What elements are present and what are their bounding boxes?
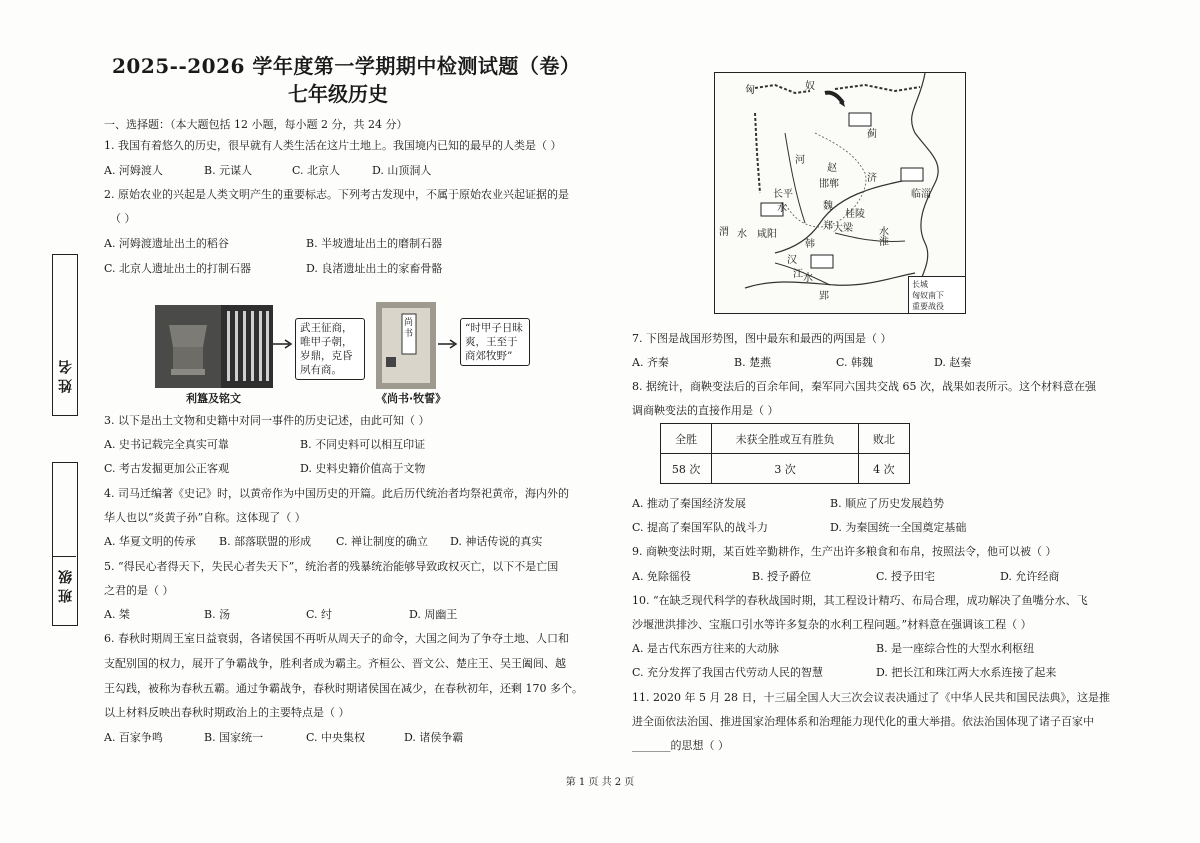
q9-option-d[interactable]: D. 允许经商 bbox=[1000, 570, 1060, 583]
map-label-zhao: 赵 bbox=[827, 163, 837, 174]
q1-stem: 1. 我国有着悠久的历史，很早就有人类生活在这片土地上。我国境内已知的最早的人类是（ ） bbox=[104, 139, 562, 152]
book-title: 尚书 bbox=[404, 318, 414, 339]
q4-option-d[interactable]: D. 神话传说的真实 bbox=[450, 535, 543, 548]
q10-option-d[interactable]: D. 把长江和珠江两大水系连接了起来 bbox=[876, 666, 1057, 679]
shangshu-caption: 《尚书·牧誓》 bbox=[376, 392, 447, 405]
ligui-inscription: 武王征商，唯甲子朝，岁鼎，克昏夙有商。 bbox=[295, 318, 365, 380]
q7-option-d[interactable]: D. 赵秦 bbox=[934, 356, 972, 369]
q8-stem-2: 调商鞅变法的直接作用是（ ） bbox=[632, 404, 779, 417]
map-legend bbox=[908, 276, 965, 313]
q5-stem-2: 之君的是（ ） bbox=[104, 584, 174, 597]
q5-option-d[interactable]: D. 周幽王 bbox=[409, 608, 458, 621]
q4-option-b[interactable]: B. 部落联盟的形成 bbox=[219, 535, 312, 548]
section-heading: 一、选择题：（本大题包括 12 小题，每小题 2 分，共 24 分） bbox=[104, 118, 408, 131]
map-label-shui-4: 水 bbox=[803, 273, 813, 284]
map-label-changping: 长平 bbox=[773, 189, 793, 200]
legend-xiongnu: 匈奴南下 bbox=[912, 291, 944, 300]
ligui-caption: 利簋及铭文 bbox=[186, 392, 241, 405]
map-label-handan: 邯郸 bbox=[819, 179, 839, 190]
map-label-jiang: 江 bbox=[793, 269, 803, 280]
map-label-nu: 奴 bbox=[805, 81, 815, 92]
map-label-he: 河 bbox=[795, 155, 805, 166]
q3-option-b[interactable]: B. 不同史料可以相互印证 bbox=[300, 438, 426, 451]
map-label-guiling: 桂陵 bbox=[845, 209, 865, 220]
q10-stem-2: 沙堰泄洪排沙、宝瓶口引水等许多复杂的水利工程问题。”材料意在强调该工程（ ） bbox=[632, 618, 1032, 631]
q2-option-d[interactable]: D. 良渚遗址出土的家畜骨骼 bbox=[306, 262, 443, 275]
table-header: 败北 bbox=[858, 424, 909, 454]
page-footer: 第 1 页 共 2 页 bbox=[565, 777, 635, 788]
q10-option-c[interactable]: C. 充分发挥了我国古代劳动人民的智慧 bbox=[632, 666, 824, 679]
q7-stem: 7. 下图是战国形势图，图中最东和最西的两国是（ ） bbox=[632, 332, 892, 345]
map-label-wei-river: 渭 bbox=[719, 227, 729, 238]
q2-option-a[interactable]: A. 河姆渡遗址出土的稻谷 bbox=[104, 237, 229, 250]
legend-battle: 重要战役 bbox=[912, 302, 944, 311]
q4-option-a[interactable]: A. 华夏文明的传承 bbox=[104, 535, 196, 548]
battle-stats-table bbox=[660, 423, 910, 484]
q6-line-1: 6. 春秋时期周王室日益衰弱，各诸侯国不再听从周天子的命令，大国之间为了争夺土地、人口和 bbox=[104, 632, 569, 645]
q3-option-c[interactable]: C. 考古发掘更加公正客观 bbox=[104, 462, 230, 475]
q6-line-4: 以上材料反映出春秋时期政治上的主要特点是（ ） bbox=[104, 706, 350, 719]
q9-option-a[interactable]: A. 免除徭役 bbox=[632, 570, 691, 583]
q8-option-b[interactable]: B. 顺应了历史发展趋势 bbox=[830, 497, 945, 510]
map-label-shui-2: 水 bbox=[737, 229, 747, 240]
q9-stem: 9. 商鞅变法时期，某百姓辛勤耕作，生产出许多粮食和布帛，按照法令，他可以被（ ） bbox=[632, 545, 1057, 558]
map-label-xianyang: 咸阳 bbox=[757, 229, 777, 240]
q11-line-3: _______的思想（ ） bbox=[632, 739, 729, 752]
shangshu-book bbox=[376, 302, 436, 389]
class-label: 班 级 bbox=[58, 570, 74, 603]
q1-option-c[interactable]: C. 北京人 bbox=[292, 164, 341, 177]
q9-option-b[interactable]: B. 授予爵位 bbox=[752, 570, 812, 583]
q7-option-c[interactable]: C. 韩魏 bbox=[836, 356, 874, 369]
table-header: 未获全胜或互有胜负 bbox=[712, 424, 859, 454]
q11-line-2: 进全面依法治国、推进国家治理体系和治理能力现代化的重大举措。依法治国体现了诸子百家中 bbox=[632, 715, 1094, 728]
class-divider bbox=[52, 556, 76, 557]
legend-great-wall: 长城 bbox=[912, 280, 928, 289]
ligui-photo bbox=[155, 305, 273, 388]
table-cell: 3 次 bbox=[712, 454, 859, 484]
q2-option-c[interactable]: C. 北京人遗址出土的打制石器 bbox=[104, 262, 252, 275]
q5-option-b[interactable]: B. 汤 bbox=[204, 608, 231, 621]
map-label-huai: 淮 bbox=[879, 237, 889, 248]
table-cell: 58 次 bbox=[661, 454, 712, 484]
q5-option-c[interactable]: C. 纣 bbox=[306, 608, 333, 621]
q8-option-c[interactable]: C. 提高了秦国军队的战斗力 bbox=[632, 521, 769, 534]
q2-stem-2: （ ） bbox=[110, 212, 136, 225]
name-label: 姓 名 bbox=[58, 360, 74, 393]
q6-option-a[interactable]: A. 百家争鸣 bbox=[104, 731, 163, 744]
arrow-right-icon bbox=[438, 338, 460, 350]
map-label-ji-city: 蓟 bbox=[867, 129, 877, 140]
q6-line-2: 支配别国的权力，展开了争霸战争，胜利者成为霸主。齐桓公、晋文公、楚庄王、吴王阖闾、越 bbox=[104, 657, 566, 670]
map-label-han-state: 韩 bbox=[805, 239, 815, 250]
q10-option-b[interactable]: B. 是一座综合性的大型水利枢纽 bbox=[876, 642, 1035, 655]
q5-stem: 5. “得民心者得天下，失民心者失天下”，统治者的残暴统治能够导致政权灭亡，以下不是亡国 bbox=[104, 560, 559, 573]
map-label-daliang: 大梁 bbox=[833, 223, 853, 234]
warring-states-map bbox=[714, 72, 966, 314]
q7-option-b[interactable]: B. 楚燕 bbox=[734, 356, 772, 369]
q4-stem-2: 华人也以“炎黄子孙”自称。这体现了（ ） bbox=[104, 511, 306, 524]
q9-option-c[interactable]: C. 授予田宅 bbox=[876, 570, 936, 583]
q2-option-b[interactable]: B. 半坡遗址出土的磨制石器 bbox=[306, 237, 443, 250]
q10-option-a[interactable]: A. 是古代东西方往来的大动脉 bbox=[632, 642, 779, 655]
q3-option-a[interactable]: A. 史书记载完全真实可靠 bbox=[104, 438, 229, 451]
table-row bbox=[661, 454, 910, 484]
q8-option-a[interactable]: A. 推动了秦国经济发展 bbox=[632, 497, 746, 510]
table-header: 全胜 bbox=[661, 424, 712, 454]
map-label-ying: 郢 bbox=[819, 291, 829, 302]
q6-line-3: 王勾践，被称为春秋五霸。通过争霸战争，春秋时期诸侯国在减少，在春秋初年，还剩 170 多个。 bbox=[104, 682, 583, 695]
q7-option-a[interactable]: A. 齐秦 bbox=[632, 356, 669, 369]
map-label-wei: 魏 bbox=[823, 201, 833, 212]
q10-stem: 10. “在缺乏现代科学的春秋战国时期，其工程设计精巧、布局合理，成功解决了鱼嘴分水、飞 bbox=[632, 594, 1088, 607]
q2-stem: 2. 原始农业的兴起是人类文明产生的重要标志。下列考古发现中，不属于原始农业兴起证据的是 bbox=[104, 188, 569, 201]
map-label-shui-3: 水 bbox=[879, 227, 889, 238]
q11-line-1: 11. 2020 年 5 月 28 日，十三届全国人大三次会议表决通过了《中华人民共和国民法典》，这是推 bbox=[632, 691, 1110, 704]
map-label-shui-1: 水 bbox=[777, 203, 787, 214]
q6-option-b[interactable]: B. 国家统一 bbox=[204, 731, 264, 744]
map-label-xiong: 匈 bbox=[745, 85, 755, 96]
exam-title: 2025--2026 学年度第一学期期中检测试题（卷） bbox=[112, 54, 581, 78]
table-header-row bbox=[661, 424, 910, 454]
q5-option-a[interactable]: A. 桀 bbox=[104, 608, 130, 621]
q1-option-d[interactable]: D. 山顶洞人 bbox=[372, 164, 432, 177]
q6-option-d[interactable]: D. 诸侯争霸 bbox=[404, 731, 464, 744]
q4-option-c[interactable]: C. 禅让制度的确立 bbox=[336, 535, 429, 548]
q6-option-c[interactable]: C. 中央集权 bbox=[306, 731, 366, 744]
shangshu-quote: “时甲子日昧爽，王至于商郊牧野” bbox=[460, 318, 530, 366]
q1-option-b[interactable]: B. 元谋人 bbox=[204, 164, 253, 177]
exam-subtitle: 七年级历史 bbox=[288, 82, 388, 106]
q8-option-d[interactable]: D. 为秦国统一全国奠定基础 bbox=[830, 521, 967, 534]
map-label-ji: 济 bbox=[867, 173, 877, 184]
q3-stem: 3. 以下是出土文物和史籍中对同一事件的历史记述，由此可知（ ） bbox=[104, 414, 430, 427]
q3-option-d[interactable]: D. 史料史籍价值高于文物 bbox=[300, 462, 426, 475]
map-label-zheng: 郑 bbox=[823, 221, 833, 232]
map-label-linzi: 临淄 bbox=[911, 189, 931, 200]
map-label-han-river: 汉 bbox=[787, 255, 797, 266]
table-cell: 4 次 bbox=[858, 454, 909, 484]
q1-option-a[interactable]: A. 河姆渡人 bbox=[104, 164, 163, 177]
q4-stem: 4. 司马迁编著《史记》时，以黄帝作为中国历史的开篇。此后历代统治者均祭祀黄帝，海内外的 bbox=[104, 487, 569, 500]
arrow-right-icon bbox=[273, 338, 295, 350]
q8-stem: 8. 据统计，商鞅变法后的百余年间，秦军同六国共交战 65 次，战果如表所示。这个材料意在强 bbox=[632, 380, 1096, 393]
